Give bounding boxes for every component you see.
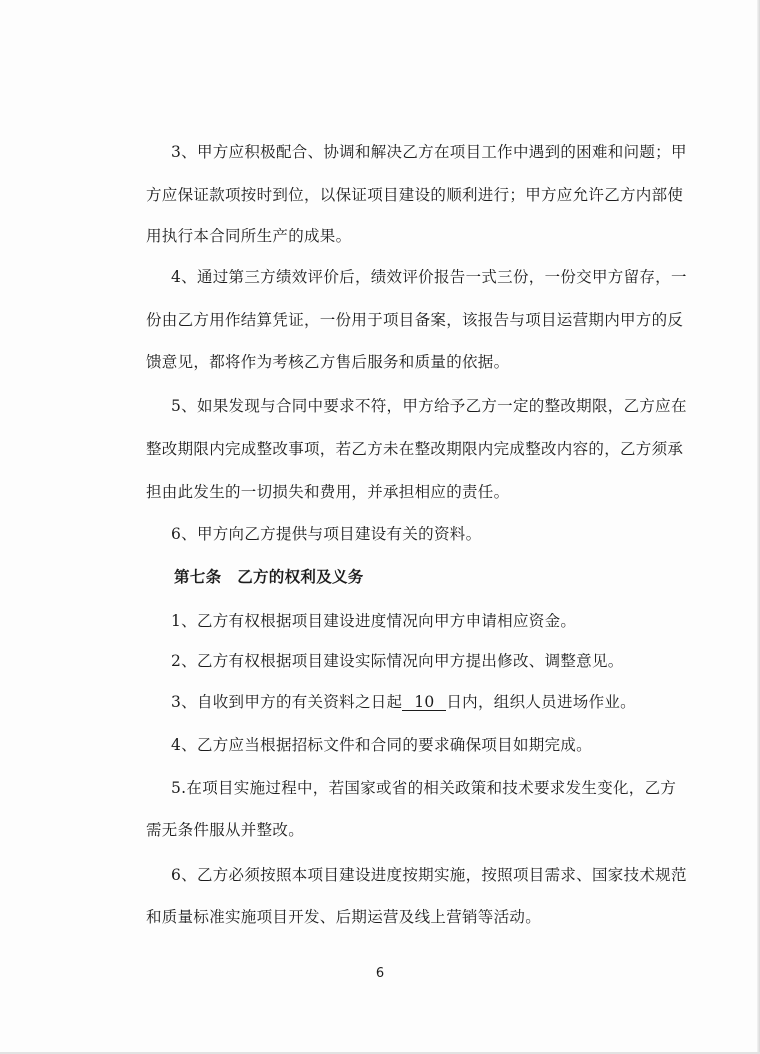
paragraph-3-line-3: 用执行本合同所生产的成果。 [146,227,352,245]
article-7-item-6-line-2: 和质量标准实施项目开发、后期运营及线上营销等活动。 [146,908,542,926]
article-7-item-3-suffix: 日内，组织人员进场作业。 [446,693,636,711]
article-7-item-6-line-1: 6、乙方必须按照本项目建设进度按期实施，按照项目需求、国家技术规范 [171,866,687,884]
paragraph-3-line-1: 3、甲方应积极配合、协调和解决乙方在项目工作中遇到的困难和问题；甲 [171,143,687,161]
article-7-item-4: 4、乙方应当根据招标文件和合同的要求确保项目如期完成。 [171,736,592,754]
paragraph-6-line-1: 6、甲方向乙方提供与项目建设有关的资料。 [171,525,482,543]
paragraph-3-line-2: 方应保证款项按时到位，以保证项目建设的顺利进行；甲方应允许乙方内部使 [146,186,684,204]
article-7-heading: 第七条 乙方的权利及义务 [174,567,364,586]
page-number: 6 [375,966,385,981]
article-7-item-3-prefix: 3、自收到甲方的有关资料之日起 [171,693,403,711]
article-7-item-5-line-2: 需无条件服从并整改。 [146,821,305,839]
paragraph-4-line-2: 份由乙方用作结算凭证，一份用于项目备案，该报告与项目运营期内甲方的反 [146,311,684,329]
paragraph-4-line-1: 4、通过第三方绩效评价后，绩效评价报告一式三份，一份交甲方留存，一 [171,268,687,286]
article-7-item-3 [171,692,646,712]
article-7-item-5-line-1: 5.在项目实施过程中，若国家或省的相关政策和技术要求发生变化，乙方 [171,779,677,797]
paragraph-5-line-2: 整改期限内完成整改事项，若乙方未在整改期限内完成整改内容的，乙方须承 [146,440,684,458]
days-blank-field: 10 [402,694,446,711]
article-7-item-1: 1、乙方有权根据项目建设进度情况向甲方申请相应资金。 [171,612,577,630]
article-7-item-2: 2、乙方有权根据项目建设实际情况向甲方提出修改、调整意见。 [171,652,624,670]
paragraph-4-line-3: 馈意见，都将作为考核乙方售后服务和质量的依据。 [146,353,510,371]
paragraph-5-line-1: 5、如果发现与合同中要求不符，甲方给予乙方一定的整改期限，乙方应在 [171,397,687,415]
paragraph-5-line-3: 担由此发生的一切损失和费用，并承担相应的责任。 [146,483,510,501]
